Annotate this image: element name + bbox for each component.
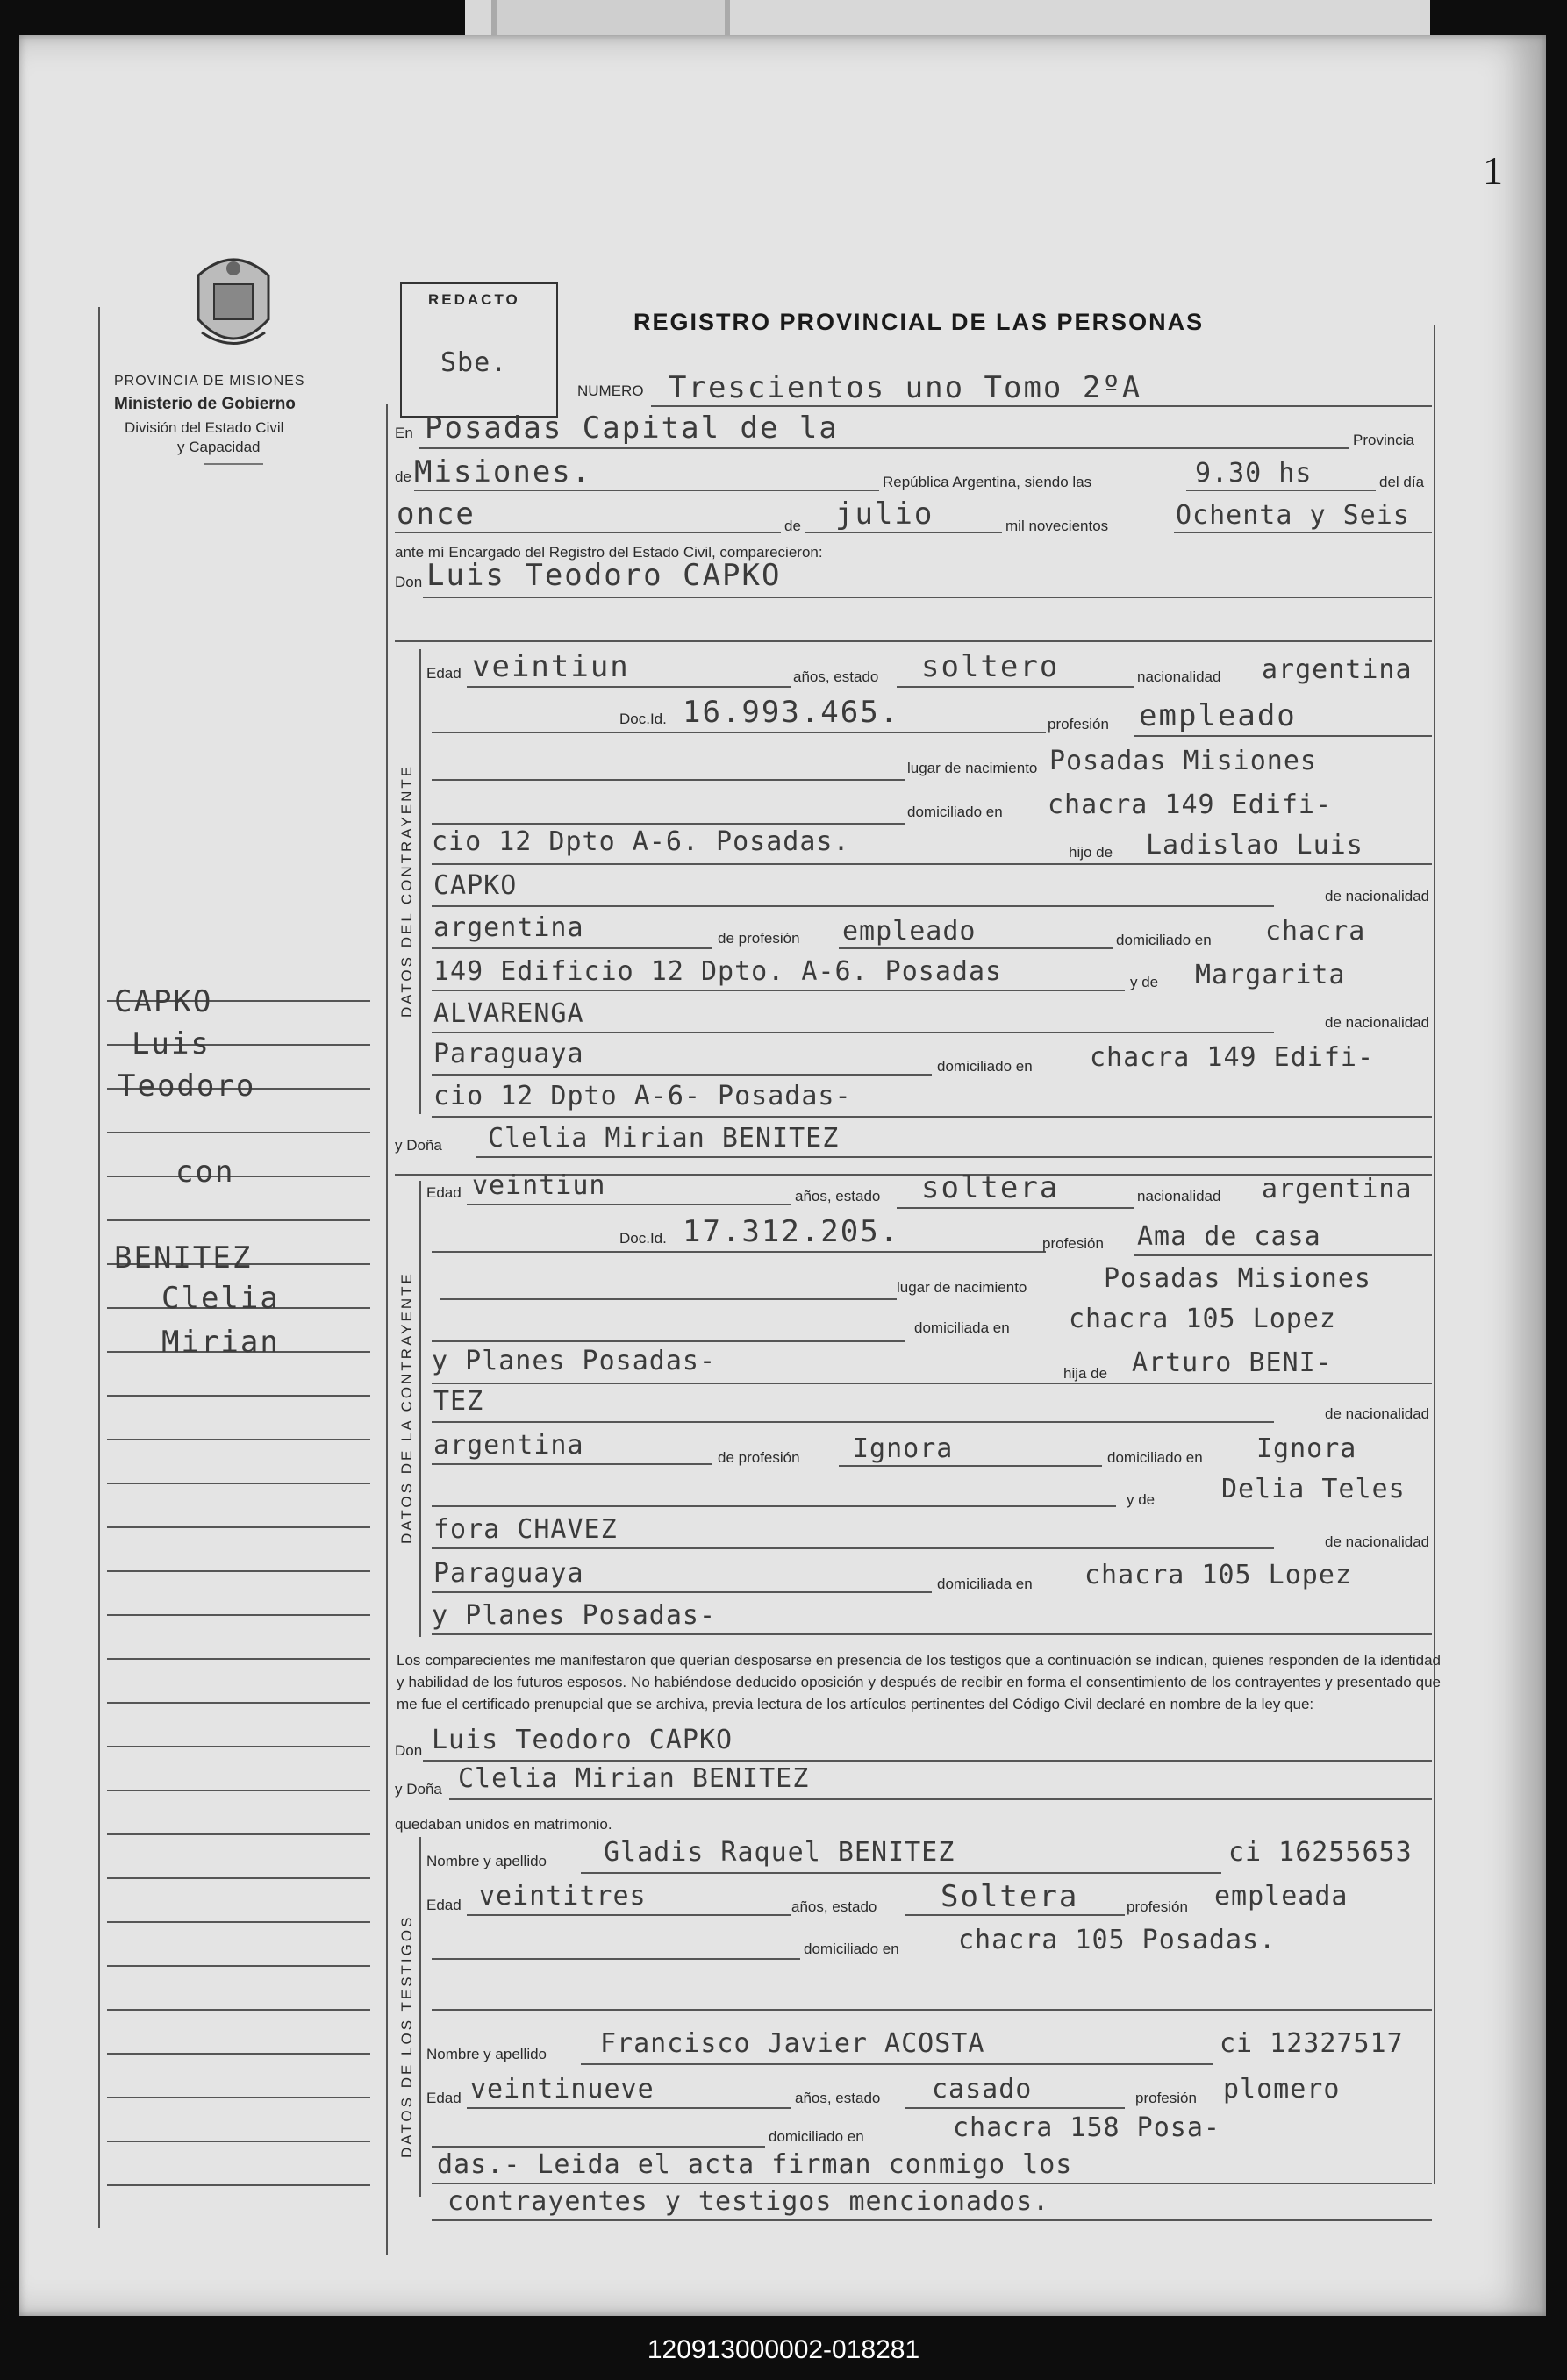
c-madre2: ALVARENGA [433, 998, 584, 1029]
margin-note-6: Clelia [161, 1281, 280, 1316]
c-dom-label2: domiciliado en [937, 1058, 1033, 1075]
t2-nombre-label: Nombre y apellido [426, 2046, 547, 2062]
coat-of-arms-icon [182, 249, 284, 360]
t2-edad-label: Edad [426, 2090, 462, 2106]
en-label: En [395, 425, 413, 441]
f-de-nac-label2: de nacionalidad [1325, 1533, 1430, 1550]
document-title: REGISTRO PROVINCIAL DE LAS PERSONAS [633, 309, 1205, 335]
f-estado: soltera [921, 1170, 1060, 1205]
f-lugar: Posadas Misiones [1104, 1263, 1371, 1294]
c-profesion: empleado [1139, 698, 1297, 733]
anio-value: Ochenta y Seis [1176, 500, 1410, 531]
f-profesion: Ama de casa [1137, 1221, 1321, 1252]
c-edad-label: Edad [426, 665, 462, 682]
numero-label: NUMERO [577, 382, 644, 399]
final-don-label: Don [395, 1742, 423, 1759]
de-value: Misiones. [414, 454, 592, 490]
t1-ci: ci 16255653 [1228, 1837, 1413, 1868]
c-padre-prof: empleado [842, 916, 977, 947]
c-doc-label: Doc.Id. [619, 711, 667, 727]
f-de-prof-label: de profesión [718, 1449, 800, 1466]
contrayenta-section-label: DATOS DE LA CONTRAYENTE [398, 1271, 415, 1544]
f-dom-label2: domiciliada en [937, 1576, 1033, 1592]
hora-value: 9.30 hs [1195, 458, 1313, 489]
y-dona-label: y Doña [395, 1137, 442, 1154]
redacto-stamp [400, 282, 558, 418]
don-value: Luis Teodoro CAPKO [426, 558, 782, 593]
sidebar-division2: y Capacidad [177, 439, 261, 455]
c-de-nac-label2: de nacionalidad [1325, 1014, 1430, 1031]
dia-value: once [397, 497, 476, 532]
c-padre2: CAPKO [433, 870, 518, 901]
t2-estado: casado [932, 2074, 1033, 2105]
t2-dom: chacra 158 Posa- [953, 2112, 1220, 2143]
sidebar-provincia: PROVINCIA DE MISIONES [114, 374, 305, 389]
c-de-prof-label: de profesión [718, 930, 800, 947]
t2-anos-label: años, estado [795, 2090, 881, 2106]
f-edad-label: Edad [426, 1184, 462, 1201]
c-edad: veintiun [472, 649, 630, 684]
c-de-nac-label: de nacionalidad [1325, 888, 1430, 904]
c-dom1: chacra 149 Edifi- [1048, 790, 1333, 820]
f-padre1: Arturo BENI- [1132, 1347, 1333, 1378]
f-y-de-label: y de [1127, 1491, 1156, 1508]
final-don-value: Luis Teodoro CAPKO [432, 1725, 733, 1755]
mil-label: mil novecientos [1005, 518, 1109, 534]
don-label: Don [395, 574, 423, 590]
f-doc: 17.312.205. [683, 1214, 900, 1249]
c-anos-label: años, estado [793, 668, 879, 685]
f-dom-en-label: domiciliado en [1107, 1449, 1203, 1466]
c-prof-label: profesión [1048, 716, 1109, 733]
t1-estado: Soltera [941, 1879, 1079, 1914]
margin-note-2: Luis [132, 1026, 211, 1061]
t1-nombre: Gladis Raquel BENITEZ [604, 1837, 955, 1868]
t1-prof: empleada [1214, 1881, 1349, 1912]
mes-value: julio [835, 497, 934, 532]
de2-label: de [784, 518, 801, 534]
t1-nombre-label: Nombre y apellido [426, 1853, 547, 1869]
t2-prof-label: profesión [1135, 2090, 1197, 2106]
t1-dom: chacra 105 Posadas. [958, 1925, 1277, 1955]
margin-note-4: con [175, 1154, 235, 1190]
c-padre1: Ladislao Luis [1146, 830, 1363, 861]
closing-line-2: contrayentes y testigos mencionados. [447, 2186, 1050, 2217]
f-madre-dom2: y Planes Posadas- [432, 1600, 717, 1631]
f-dom-label: domiciliada en [914, 1319, 1010, 1336]
document-code: 120913000002-018281 [647, 2335, 920, 2364]
provincia-label: Provincia [1353, 432, 1414, 448]
en-value: Posadas Capital de la [425, 411, 839, 446]
f-dom2: y Planes Posadas- [432, 1346, 717, 1376]
c-padre-dom1: chacra [1265, 916, 1366, 947]
redacto-label: REDACTO [428, 291, 520, 308]
dona-value: Clelia Mirian BENITEZ [488, 1123, 840, 1154]
c-madre-dom1: chacra 149 Edifi- [1090, 1042, 1375, 1073]
final-dona-value: Clelia Mirian BENITEZ [458, 1763, 810, 1794]
c-y-de-label: y de [1130, 974, 1159, 990]
t2-prof: plomero [1223, 2074, 1341, 2105]
t1-edad-label: Edad [426, 1897, 462, 1913]
c-dom2: cio 12 Dpto A-6. Posadas. [432, 826, 850, 857]
c-madre-dom2: cio 12 Dpto A-6- Posadas- [433, 1081, 852, 1111]
republica-label: República Argentina, siendo las [883, 474, 1092, 490]
c-dom-en-label: domiciliado en [1116, 932, 1212, 948]
f-nacionalidad: argentina [1262, 1174, 1413, 1204]
c-madre1: Margarita [1195, 960, 1346, 990]
f-dom1: chacra 105 Lopez [1069, 1304, 1336, 1334]
legal-paragraph: Los comparecientes me manifestaron que querían desposarse en presencia de los testigos que a continuación se indican, quienes responden de la identidad y habilidad de los futuros esposos. No habiéndose deducido oposición y después de recibir en forma el consentimiento de los contrayentes y presentado que me fue el certificado prenupcial que se archiva, previa lectura de los artículos pertinentes del Código Civil declaré en nombre de la ley que: [397, 1652, 1441, 1712]
f-lugar-label: lugar de nacimiento [897, 1279, 1027, 1296]
c-padre-nac: argentina [433, 912, 584, 943]
register-page [19, 35, 1546, 2316]
unidos-text: quedaban unidos en matrimonio. [395, 1816, 612, 1833]
c-dom-label: domiciliado en [907, 804, 1003, 820]
t2-edad: veintinueve [470, 2074, 655, 2105]
closing-line-1: das.- Leida el acta firman conmigo los [437, 2149, 1073, 2180]
redacto-value: Sbe. [440, 347, 508, 378]
margin-note-5: BENITEZ [114, 1240, 253, 1276]
c-nacionalidad: argentina [1262, 654, 1413, 685]
t1-edad: veintitres [479, 1881, 647, 1912]
f-de-nac-label: de nacionalidad [1325, 1405, 1430, 1422]
f-nac-label: nacionalidad [1137, 1188, 1221, 1204]
page-number: 1 [1483, 148, 1503, 193]
c-estado: soltero [921, 649, 1060, 684]
f-hija-label: hija de [1063, 1365, 1108, 1382]
f-doc-label: Doc.Id. [619, 1230, 667, 1247]
book-spine-top [491, 0, 730, 35]
final-dona-label: y Doña [395, 1781, 442, 1798]
f-padre-nac: argentina [433, 1430, 584, 1461]
margin-note-1: CAPKO [114, 984, 213, 1019]
sidebar-division1: División del Estado Civil [125, 419, 284, 436]
t2-dom-label: domiciliado en [769, 2128, 864, 2145]
f-padre2: TEZ [433, 1386, 484, 1417]
c-lugar-label: lugar de nacimiento [907, 760, 1038, 776]
de-label: de [395, 468, 411, 485]
f-padre-dom: Ignora [1256, 1433, 1357, 1464]
f-anos-label: años, estado [795, 1188, 881, 1204]
f-madre2: fora CHAVEZ [433, 1514, 618, 1545]
ante-label: ante mí Encargado del Registro del Estado Civil, comparecieron: [395, 544, 823, 561]
t2-ci: ci 12327517 [1220, 2028, 1404, 2059]
f-padre-prof: Ignora [853, 1433, 954, 1464]
c-doc: 16.993.465. [683, 695, 900, 730]
f-madre-dom1: chacra 105 Lopez [1084, 1560, 1352, 1590]
c-lugar: Posadas Misiones [1049, 746, 1317, 776]
c-nac-label: nacionalidad [1137, 668, 1221, 685]
t1-anos-label: años, estado [791, 1898, 877, 1915]
c-madre-nac: Paraguaya [433, 1039, 584, 1069]
margin-note-3: Teodoro [118, 1068, 256, 1104]
t1-prof-label: profesión [1127, 1898, 1188, 1915]
t1-dom-label: domiciliado en [804, 1940, 899, 1957]
f-edad: veintiun [472, 1170, 606, 1201]
t2-nombre: Francisco Javier ACOSTA [600, 2028, 985, 2059]
f-madre-nac: Paraguaya [433, 1558, 584, 1589]
c-hijo-label: hijo de [1069, 844, 1113, 861]
numero-value: Trescientos uno Tomo 2ºA [669, 370, 1142, 405]
testigos-section-label: DATOS DE LOS TESTIGOS [398, 1914, 415, 2158]
f-madre1: Delia Teles [1221, 1474, 1406, 1504]
margin-note-7: Mirian [161, 1325, 280, 1360]
f-prof-label: profesión [1042, 1235, 1104, 1252]
contrayente-section-label: DATOS DEL CONTRAYENTE [398, 763, 415, 1018]
c-padre-dom2: 149 Edificio 12 Dpto. A-6. Posadas [433, 956, 1003, 987]
sidebar-ministerio: Ministerio de Gobierno [114, 395, 296, 413]
del-dia-label: del día [1379, 474, 1425, 490]
